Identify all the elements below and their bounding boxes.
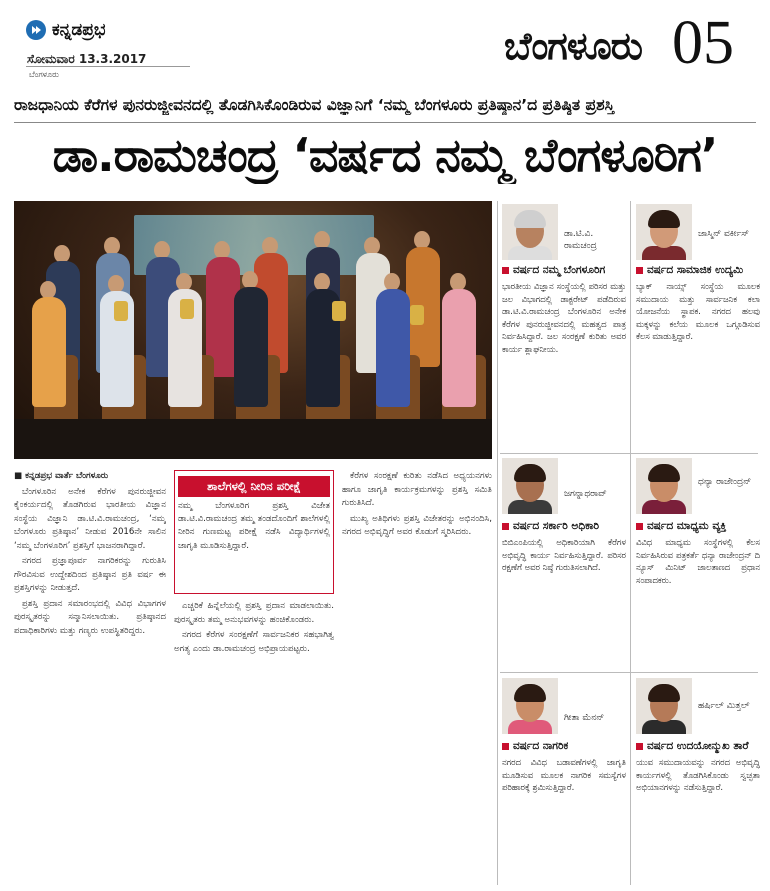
profile-name: ಗೀತಾ ಮೆನನ್ xyxy=(564,713,605,723)
sidebox-text: ನಮ್ಮ ಬೆಂಗಳೂರಿಗ ಪ್ರಶಸ್ತಿ ವಿಜೇತ ಡಾ.ಟಿ.ವಿ.ರಾಮಚಂದ್ರ ತಮ್ಮ ತಂಡದೊಂದಿಗೆ ಶಾಲೆಗಳಲ್ಲಿ ನೀರಿನ ಗುಣಮಟ್ಟ ಪರೀಕ್ಷೆ ನಡೆಸಿ ವಿದ್ಯಾರ್ಥಿಗಳಲ್ಲಿ ಜಾಗೃತಿ ಮೂಡಿಸುತ್ತಿದ್ದಾರೆ. xyxy=(178,501,330,551)
profile-name: ಹರ್ಷಿಲ್ ಮಿತ್ತಲ್ xyxy=(698,701,750,711)
profile-text: ನಗರದ ವಿವಿಧ ಬಡಾವಣೆಗಳಲ್ಲಿ ಜಾಗೃತಿ ಮೂಡಿಸುವ ಮೂಲಕ ನಾಗರಿಕ ಸಮಸ್ಯೆಗಳ ಪರಿಹಾರಕ್ಕೆ ಶ್ರಮಿಸುತ್ತಿದ್ದಾರೆ. xyxy=(502,757,626,793)
profile-photo xyxy=(636,458,692,514)
article-column-3 xyxy=(342,470,492,884)
divider xyxy=(500,453,758,454)
paragraph: ನಗರದ ಪ್ರಜ್ಞಾಪೂರ್ವ ನಾಗರಿಕರನ್ನು ಗುರುತಿಸಿ ಗೌರವಿಸುವ ಉದ್ದೇಶದಿಂದ ಪ್ರತಿಷ್ಠಾನ ಪ್ರತಿ ವರ್ಷ ಈ ಪ್ರಶಸ್ತಿಗಳನ್ನು ನೀಡುತ್ತದೆ. xyxy=(14,556,166,593)
profile-text: ಬ್ಯಾಕ್ ನಾಯ್ಸ್ ಸಂಸ್ಥೆಯ ಮೂಲಕ ಸಮುದಾಯ ಮತ್ತು ಸಾರ್ವಜನಿಕ ಕಲಾ ಯೋಜನೆಯ ಸ್ಥಾಪಕ. ನಗರದ ಹಲವು ಮಕ್ಕಳನ್ನು ಕಲೆಯ ಮೂಲಕ ಒಗ್ಗೂಡಿಸುವ ಕೆಲಸ ಮಾಡುತ್ತಿದ್ದಾರೆ. xyxy=(636,281,760,342)
divider xyxy=(26,66,190,67)
byline: ■ ಕನ್ನಡಪ್ರಭ ವಾರ್ತೆ ಬೆಂಗಳೂರು xyxy=(14,471,109,481)
article-column-2 xyxy=(174,600,334,884)
divider xyxy=(497,201,498,885)
profile-name: ಧನ್ಯಾ ರಾಜೇಂದ್ರನ್ xyxy=(698,477,752,487)
profile-photo xyxy=(502,458,558,514)
award-title: ವರ್ಷದ ಸರ್ಕಾರಿ ಅಧಿಕಾರಿ xyxy=(502,520,599,533)
divider xyxy=(630,201,631,885)
sidebox-title: ಶಾಲೆಗಳಲ್ಲಿ ನೀರಿನ ಪರೀಕ್ಷೆ xyxy=(178,476,330,497)
paragraph: ಎಚ್ಚರಿಕೆ ಹಿನ್ನೆಲೆಯಲ್ಲಿ ಪ್ರಶಸ್ತಿ ಪ್ರದಾನ ಮಾಡಲಾಯಿತು. ಪುರಸ್ಕೃತರು ತಮ್ಮ ಅನುಭವಗಳನ್ನು ಹಂಚಿಕೊಂಡರು. xyxy=(174,601,334,625)
profile-photo xyxy=(636,678,692,734)
article-column-1 xyxy=(14,470,166,884)
page-number: 05 xyxy=(672,9,734,77)
paragraph: ಬೆಂಗಳೂರಿನ ಅನೇಕ ಕೆರೆಗಳ ಪುನರುಜ್ಜೀವನ ಕೈಂಕರ್ಯದಲ್ಲಿ ತೊಡಗಿರುವ ಭಾರತೀಯ ವಿಜ್ಞಾನ ಸಂಸ್ಥೆಯ ವಿಜ್ಞಾನಿ ಡಾ.ಟಿ.ವಿ.ರಾಮಚಂದ್ರ, ‘ನಮ್ಮ ಬೆಂಗಳೂರು ಪ್ರತಿಷ್ಠಾನ’ ನೀಡುವ 2016ನೇ ಸಾಲಿನ ‘ನಮ್ಮ ಬೆಂಗಳೂರಿಗ’ ಪ್ರಶಸ್ತಿಗೆ ಭಾಜನರಾಗಿದ್ದಾರೆ. xyxy=(14,486,166,551)
award-ceremony-photo xyxy=(14,201,492,459)
newspaper-logo xyxy=(26,20,105,40)
profile-text: ಭಾರತೀಯ ವಿಜ್ಞಾನ ಸಂಸ್ಥೆಯಲ್ಲಿ ಪರಿಸರ ಮತ್ತು ಜಲ ವಿಭಾಗದಲ್ಲಿ ಡಾಕ್ಟರೇಟ್ ಪಡೆದಿರುವ ಡಾ.ಟಿ.ವಿ.ರಾಮಚಂದ್ರ ಬೆಂಗಳೂರಿನ ಅನೇಕ ಕೆರೆಗಳ ಪುನರುಜ್ಜೀವನದಲ್ಲಿ ಮಹತ್ವದ ಪಾತ್ರ ನಿರ್ವಹಿಸಿದ್ದಾರೆ. ಜಲ ಸಂರಕ್ಷಣೆ ಕುರಿತು ಅವರ ಕಾರ್ಯ ಶ್ಲಾಘನೀಯ. xyxy=(502,281,626,354)
award-title: ವರ್ಷದ ನಾಗರಿಕ xyxy=(502,740,568,753)
edition-label: ಬೆಂಗಳೂರು xyxy=(29,70,59,79)
main-headline: ಡಾ.ರಾಮಚಂದ್ರ ‘ವರ್ಷದ ನಮ್ಮ ಬೆಂಗಳೂರಿಗ’ xyxy=(52,128,718,182)
award-title: ವರ್ಷದ ನಮ್ಮ ಬೆಂಗಳೂರಿಗ xyxy=(502,264,605,277)
award-title: ವರ್ಷದ ಉದಯೋನ್ಮುಖ ತಾರೆ xyxy=(636,740,749,753)
issue-date: ಸೋಮವಾರ 13.3.2017 xyxy=(27,52,147,66)
award-title: ವರ್ಷದ ಮಾಧ್ಯಮ ವ್ಯಕ್ತಿ xyxy=(636,520,726,533)
kicker-headline: ರಾಜಧಾನಿಯ ಕೆರೆಗಳ ಪುನರುಜ್ಜೀವನದಲ್ಲಿ ತೊಡಗಿಸಿಕೊಂಡಿರುವ ವಿಜ್ಞಾನಿಗೆ ‘ನಮ್ಮ ಬೆಂಗಳೂರು ಪ್ರತಿಷ್ಠಾನ’ದ ಪ್ರತಿಷ್ಠಿತ ಪ್ರಶಸ್ತಿ xyxy=(14,96,615,114)
divider xyxy=(500,672,758,673)
profile-text: ವಿವಿಧ ಮಾಧ್ಯಮ ಸಂಸ್ಥೆಗಳಲ್ಲಿ ಕೆಲಸ ನಿರ್ವಹಿಸಿರುವ ಪತ್ರಕರ್ತೆ ಧನ್ಯಾ ರಾಜೇಂದ್ರನ್ ದಿ ನ್ಯೂಸ್ ಮಿನಿಟ್ ಜಾಲತಾಣದ ಪ್ರಧಾನ ಸಂಪಾದಕರು. xyxy=(636,537,760,585)
section-title: ಬೆಂಗಳೂರು xyxy=(504,24,642,68)
paragraph: ನಗರದ ಕೆರೆಗಳ ಸಂರಕ್ಷಣೆಗೆ ಸಾರ್ವಜನಿಕರ ಸಹಭಾಗಿತ್ವ ಅಗತ್ಯ ಎಂದು ಡಾ.ರಾಮಚಂದ್ರ ಅಭಿಪ್ರಾಯಪಟ್ಟರು. xyxy=(174,630,334,654)
profile-text: ಬಿಬಿಎಂಪಿಯಲ್ಲಿ ಅಧಿಕಾರಿಯಾಗಿ ಕೆರೆಗಳ ಅಭಿವೃದ್ಧಿ ಕಾರ್ಯ ನಿರ್ವಹಿಸುತ್ತಿದ್ದಾರೆ. ಪರಿಸರ ರಕ್ಷಣೆಗೆ ಅವರ ನಿಷ್ಠೆ ಗುರುತಿಸಲಾಗಿದೆ. xyxy=(502,537,626,573)
logo-icon xyxy=(26,20,46,40)
profile-text: ಯುವ ಸಮುದಾಯವನ್ನು ನಗರದ ಅಭಿವೃದ್ಧಿ ಕಾರ್ಯಗಳಲ್ಲಿ ತೊಡಗಿಸಿಕೊಂಡು ಸ್ವಚ್ಛತಾ ಅಭಿಯಾನಗಳನ್ನು ನಡೆಸುತ್ತಿದ್ದಾರೆ. xyxy=(636,757,760,793)
paragraph: ಕೆರೆಗಳ ಸಂರಕ್ಷಣೆ ಕುರಿತು ನಡೆಸಿದ ಅಧ್ಯಯನಗಳು ಹಾಗೂ ಜಾಗೃತಿ ಕಾರ್ಯಕ್ರಮಗಳನ್ನು ಪ್ರಶಸ್ತಿ ಸಮಿತಿ ಗುರುತಿಸಿದೆ. xyxy=(342,471,492,508)
profile-name: ಜಾಸ್ಮಿನ್ ವರ್ಕೀಸ್ xyxy=(698,229,749,239)
divider xyxy=(14,122,756,123)
profile-photo xyxy=(502,204,558,260)
paragraph: ಪ್ರಶಸ್ತಿ ಪ್ರದಾನ ಸಮಾರಂಭದಲ್ಲಿ ವಿವಿಧ ವಿಭಾಗಗಳ ಪುರಸ್ಕೃತರನ್ನು ಸನ್ಮಾನಿಸಲಾಯಿತು. ಪ್ರತಿಷ್ಠಾನದ ಪದಾಧಿಕಾರಿಗಳು ಮತ್ತು ಗಣ್ಯರು ಉಪಸ್ಥಿತರಿದ್ದರು. xyxy=(14,598,166,636)
profile-photo xyxy=(636,204,692,260)
logo-name: ಕನ್ನಡಪ್ರಭ xyxy=(52,20,106,40)
profile-photo xyxy=(502,678,558,734)
paragraph: ಮುಖ್ಯ ಅತಿಥಿಗಳು ಪ್ರಶಸ್ತಿ ವಿಜೇತರನ್ನು ಅಭಿನಂದಿಸಿ, ನಗರದ ಅಭಿವೃದ್ಧಿಗೆ ಅವರ ಕೊಡುಗೆ ಸ್ಮರಿಸಿದರು. xyxy=(342,513,492,537)
profile-name: ಜಗನ್ನಾಥರಾವ್ xyxy=(564,489,607,499)
profile-name: ಡಾ.ಟಿ.ವಿ. ರಾಮಚಂದ್ರ xyxy=(564,229,597,251)
award-title: ವರ್ಷದ ಸಾಮಾಜಿಕ ಉದ್ಯಮಿ xyxy=(636,264,743,277)
